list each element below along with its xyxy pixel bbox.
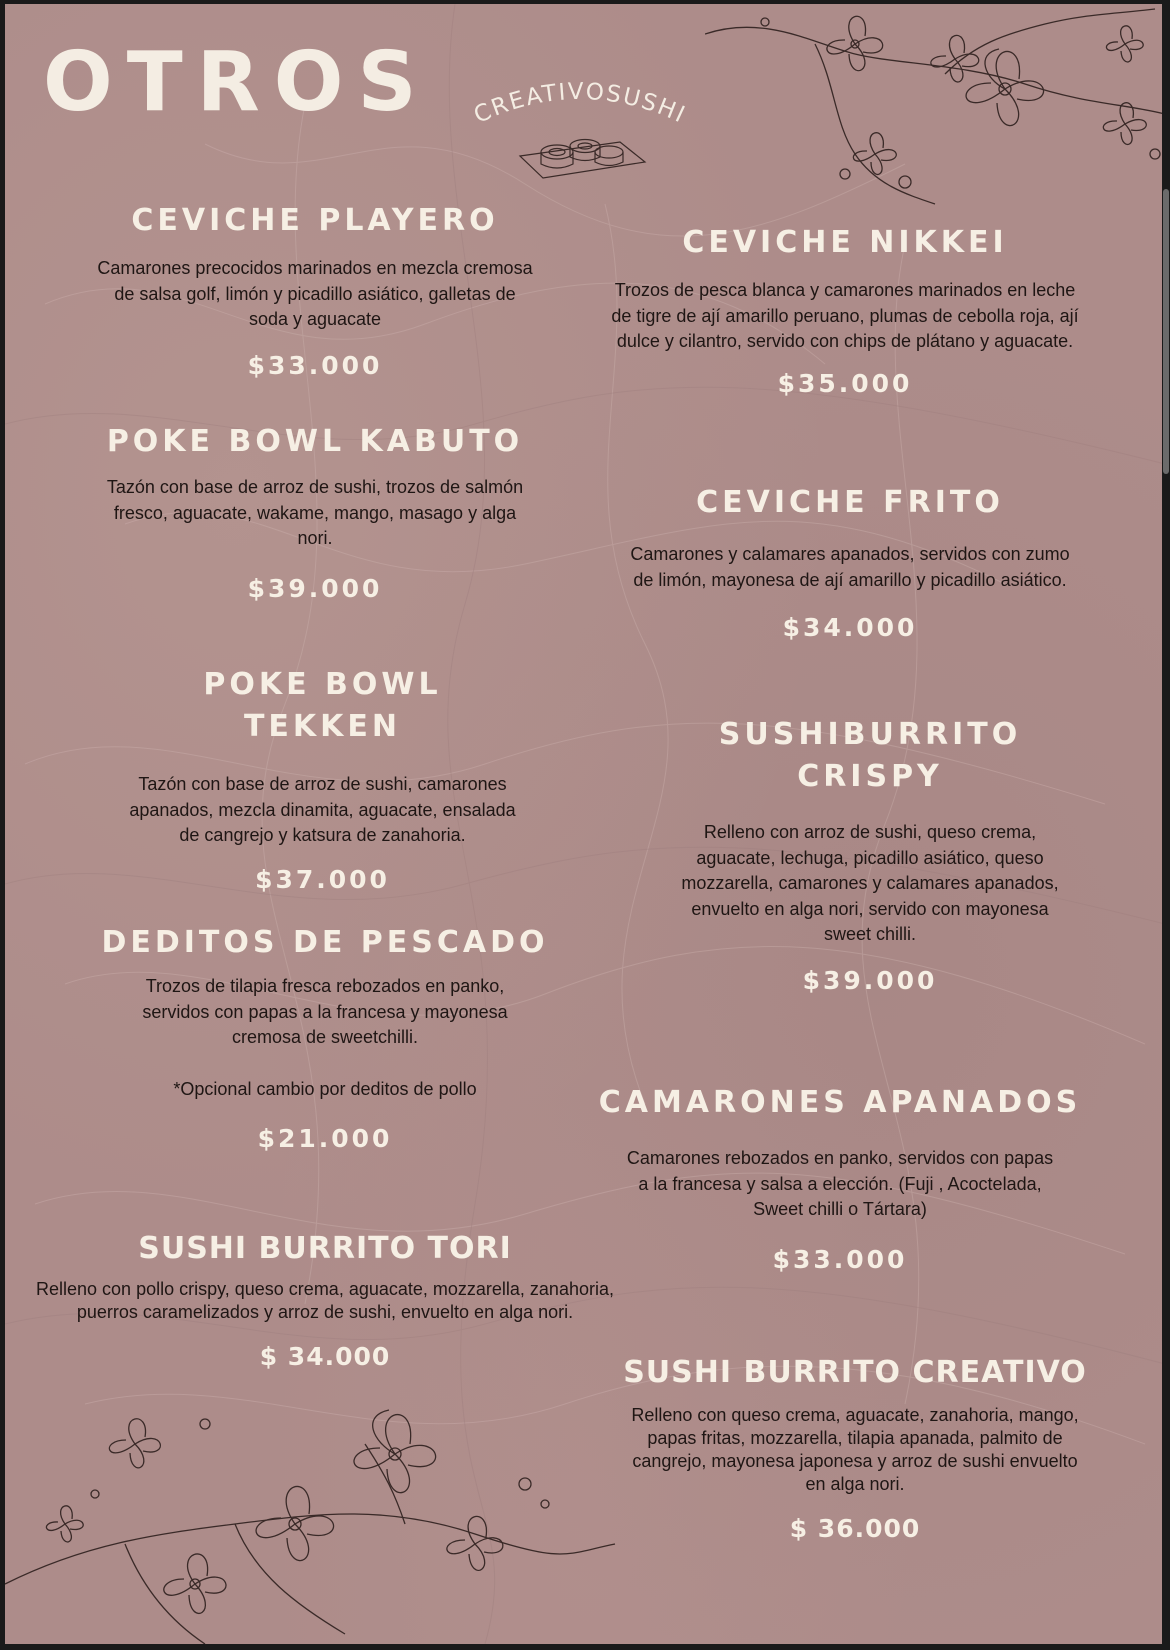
- item-description: Camarones rebozados en panko, servidos con papas a la francesa y salsa a elección. (Fuji , Acoctelada, Sweet chilli o Tártara): [626, 1148, 1054, 1219]
- sushi-icon: [520, 140, 645, 179]
- item-price: $ 34.000: [259, 1342, 391, 1371]
- item-price: $33.000: [247, 350, 383, 380]
- cherry-blossom-bottom-illustration: [5, 1384, 625, 1644]
- item-price: $37.000: [255, 864, 390, 894]
- item-name: SUSHIBURRITO CRISPY: [718, 717, 1022, 794]
- item-name: CEVICHE FRITO: [696, 485, 1004, 520]
- item-description: Tazón con base de arroz de sushi, camarones apanados, mezcla dinamita, aguacate, ensalada de cangrejo y katsura de zanahoria.: [129, 774, 516, 845]
- item-name: SUSHI BURRITO CREATIVO: [623, 1355, 1087, 1390]
- menu-item-sushi-burrito-creativo: [620, 1352, 1090, 1543]
- cherry-blossom-top-illustration: [705, 4, 1165, 214]
- menu-page: [5, 4, 1165, 1644]
- item-price: $34.000: [782, 613, 918, 642]
- item-description: Relleno con queso crema, aguacate, zanahoria, mango, papas fritas, mozzarella, tilapia apanada, palmito de cangrejo, mayonesa japonesa y arroz de sushi envuelto en alga nori.: [631, 1405, 1079, 1494]
- menu-item-ceviche-nikkei: [610, 222, 1080, 398]
- item-name: DEDITOS DE PESCADO: [101, 925, 549, 960]
- menu-item-deditos-de-pescado: [100, 922, 550, 1153]
- item-description: Trozos de pesca blanca y camarones marinados en leche de tigre de ají amarillo peruano, plumas de cebolla roja, ají dulce y cilantro, servido con chips de plátano y aguacate.: [611, 280, 1079, 351]
- item-note: *Opcional cambio por deditos de pollo: [173, 1078, 477, 1099]
- menu-item-ceviche-playero: [95, 200, 535, 380]
- menu-item-poke-bowl-kabuto: [105, 421, 525, 603]
- logo-text: CREATIVOSUSHI: [470, 78, 691, 129]
- scrollbar-thumb[interactable]: [1163, 189, 1169, 474]
- scrollbar-track[interactable]: [1162, 4, 1170, 1644]
- item-name: SUSHI BURRITO TORI: [138, 1231, 512, 1266]
- item-description: Relleno con arroz de sushi, queso crema, aguacate, lechuga, picadillo asiático, queso mozzarella, camarones y calamares apanados, envuelto en alga nori, servido con mayonesa sweet chilli.: [681, 822, 1059, 944]
- item-description: Tazón con base de arroz de sushi, trozos de salmón fresco, aguacate, wakame, mango, masago y alga nori.: [106, 477, 524, 548]
- menu-item-camarones-apanados: [590, 1082, 1090, 1274]
- item-description: Relleno con pollo crispy, queso crema, aguacate, mozzarella, zanahoria, puerros caramelizados y arroz de sushi, envuelto en alga nori.: [36, 1279, 614, 1322]
- brand-logo: [445, 74, 735, 184]
- item-price: $35.000: [777, 368, 913, 398]
- item-name: CEVICHE PLAYERO: [131, 203, 499, 238]
- menu-item-ceviche-frito: [620, 482, 1080, 642]
- item-description: Trozos de tilapia fresca rebozados en panko, servidos con papas a la francesa y mayonesa cremosa de sweetchilli.: [142, 976, 508, 1047]
- item-description: Camarones y calamares apanados, servidos con zumo de limón, mayonesa de ají amarillo y picadillo asiático.: [630, 544, 1070, 590]
- item-price: $ 36.000: [789, 1514, 921, 1543]
- item-description: Camarones precocidos marinados en mezcla cremosa de salsa golf, limón y picadillo asiático, galletas de soda y aguacate: [97, 258, 533, 329]
- item-price: $33.000: [772, 1244, 908, 1274]
- item-price: $21.000: [257, 1123, 393, 1153]
- menu-item-sushiburrito-crispy: [680, 714, 1060, 995]
- svg-text:CREATIVOSUSHI: [470, 79, 690, 129]
- item-price: $39.000: [247, 573, 383, 603]
- item-name: CEVICHE NIKKEI: [682, 225, 1008, 260]
- page-title: OTROS: [43, 35, 431, 130]
- menu-item-sushi-burrito-tori: [25, 1228, 625, 1371]
- menu-item-poke-bowl-tekken: [120, 664, 525, 894]
- item-price: $39.000: [802, 965, 938, 995]
- item-name: CAMARONES APANADOS: [598, 1085, 1082, 1120]
- item-name: POKE BOWL KABUTO: [106, 424, 524, 459]
- item-name: POKE BOWL TEKKEN: [203, 667, 442, 744]
